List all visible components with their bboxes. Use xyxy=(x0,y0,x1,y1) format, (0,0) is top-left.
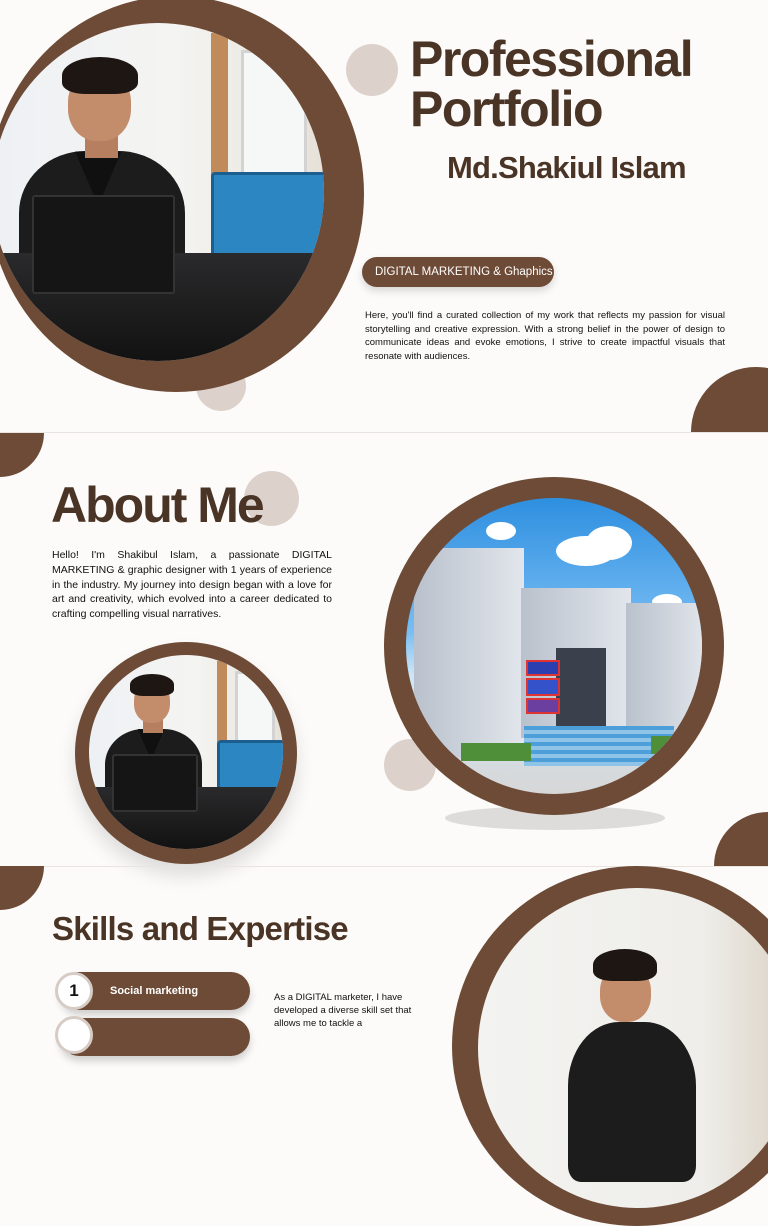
intro-paragraph: Here, you'll find a curated collection of my work that reflects my passion for visual storytelling and creative expression. With a strong belief in the power of design to communicate ideas and evoke emotions, I strive to create impactful visuals that resonate with audiences. xyxy=(365,310,725,362)
campus-photo-ring xyxy=(384,477,724,815)
skills-photo-ring xyxy=(452,866,768,1226)
skill-label: Social marketing xyxy=(110,985,199,997)
about-paragraph: Hello! I'm Shakibul Islam, a passionate DIGITAL MARKETING & graphic designer with 1 years of experience in the industry. My journey into design began with a love for art and creativity, which evolved into a career dedicated to crafting compelling visual narratives. xyxy=(52,549,332,621)
specialty-tag: DIGITAL MARKETING & Ghaphics xyxy=(362,257,554,287)
deco-quarter-circle xyxy=(0,822,44,910)
campus-photo xyxy=(406,498,702,794)
author-name: Md.Shakiul Islam xyxy=(447,150,686,185)
section-divider xyxy=(0,432,768,433)
skill-number xyxy=(55,1016,93,1054)
small-profile-photo xyxy=(89,655,283,849)
page-title xyxy=(410,31,693,137)
skill-number: 1 xyxy=(55,972,93,1010)
profile-photo xyxy=(0,23,324,361)
about-title: About Me xyxy=(51,477,263,533)
skills-paragraph: As a DIGITAL marketer, I have developed a diverse skill set that allows me to tackle a xyxy=(274,992,412,1029)
title-line-2: Portfolio xyxy=(410,81,603,137)
deco-quarter-circle xyxy=(0,389,44,477)
skills-profile-photo xyxy=(478,888,768,1208)
skills-title: Skills and Expertise xyxy=(52,910,348,947)
profile-photo-ring xyxy=(0,0,364,392)
title-line-1: Professional xyxy=(410,31,693,87)
small-photo-ring xyxy=(75,642,297,864)
deco-circle xyxy=(346,44,398,96)
